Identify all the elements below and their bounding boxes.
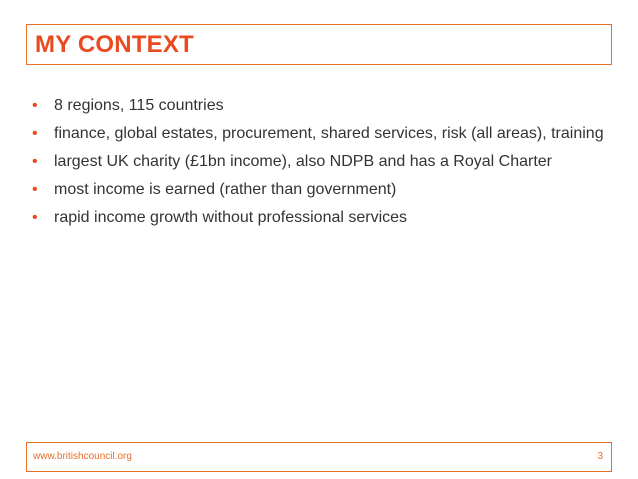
bullet-item	[32, 208, 612, 227]
bullet-item	[32, 180, 612, 199]
bullet-text: most income is earned (rather than government)	[54, 181, 397, 198]
bullet-dot-icon: •	[32, 209, 38, 226]
bullet-text: largest UK charity (£1bn income), also NDPB and has a Royal Charter	[54, 153, 552, 170]
bullet-item	[32, 124, 612, 143]
title-box	[26, 24, 612, 65]
bullet-item	[32, 152, 612, 171]
bullet-list	[32, 96, 612, 236]
bullet-text: rapid income growth without professional services	[54, 209, 408, 226]
bullet-dot-icon: •	[32, 125, 38, 142]
bullet-dot-icon: •	[32, 153, 38, 170]
footer-url-link[interactable]: www.britishcouncil.org	[33, 451, 132, 462]
bullet-dot-icon: •	[32, 97, 38, 114]
bullet-text: finance, global estates, procurement, shared services, risk (all areas), training	[54, 125, 604, 142]
bullet-item	[32, 96, 612, 115]
page-number: 3	[597, 451, 603, 462]
bullet-dot-icon: •	[32, 181, 38, 198]
bullet-text: 8 regions, 115 countries	[54, 97, 224, 114]
footer	[26, 442, 612, 472]
slide-title: MY CONTEXT	[35, 31, 194, 58]
